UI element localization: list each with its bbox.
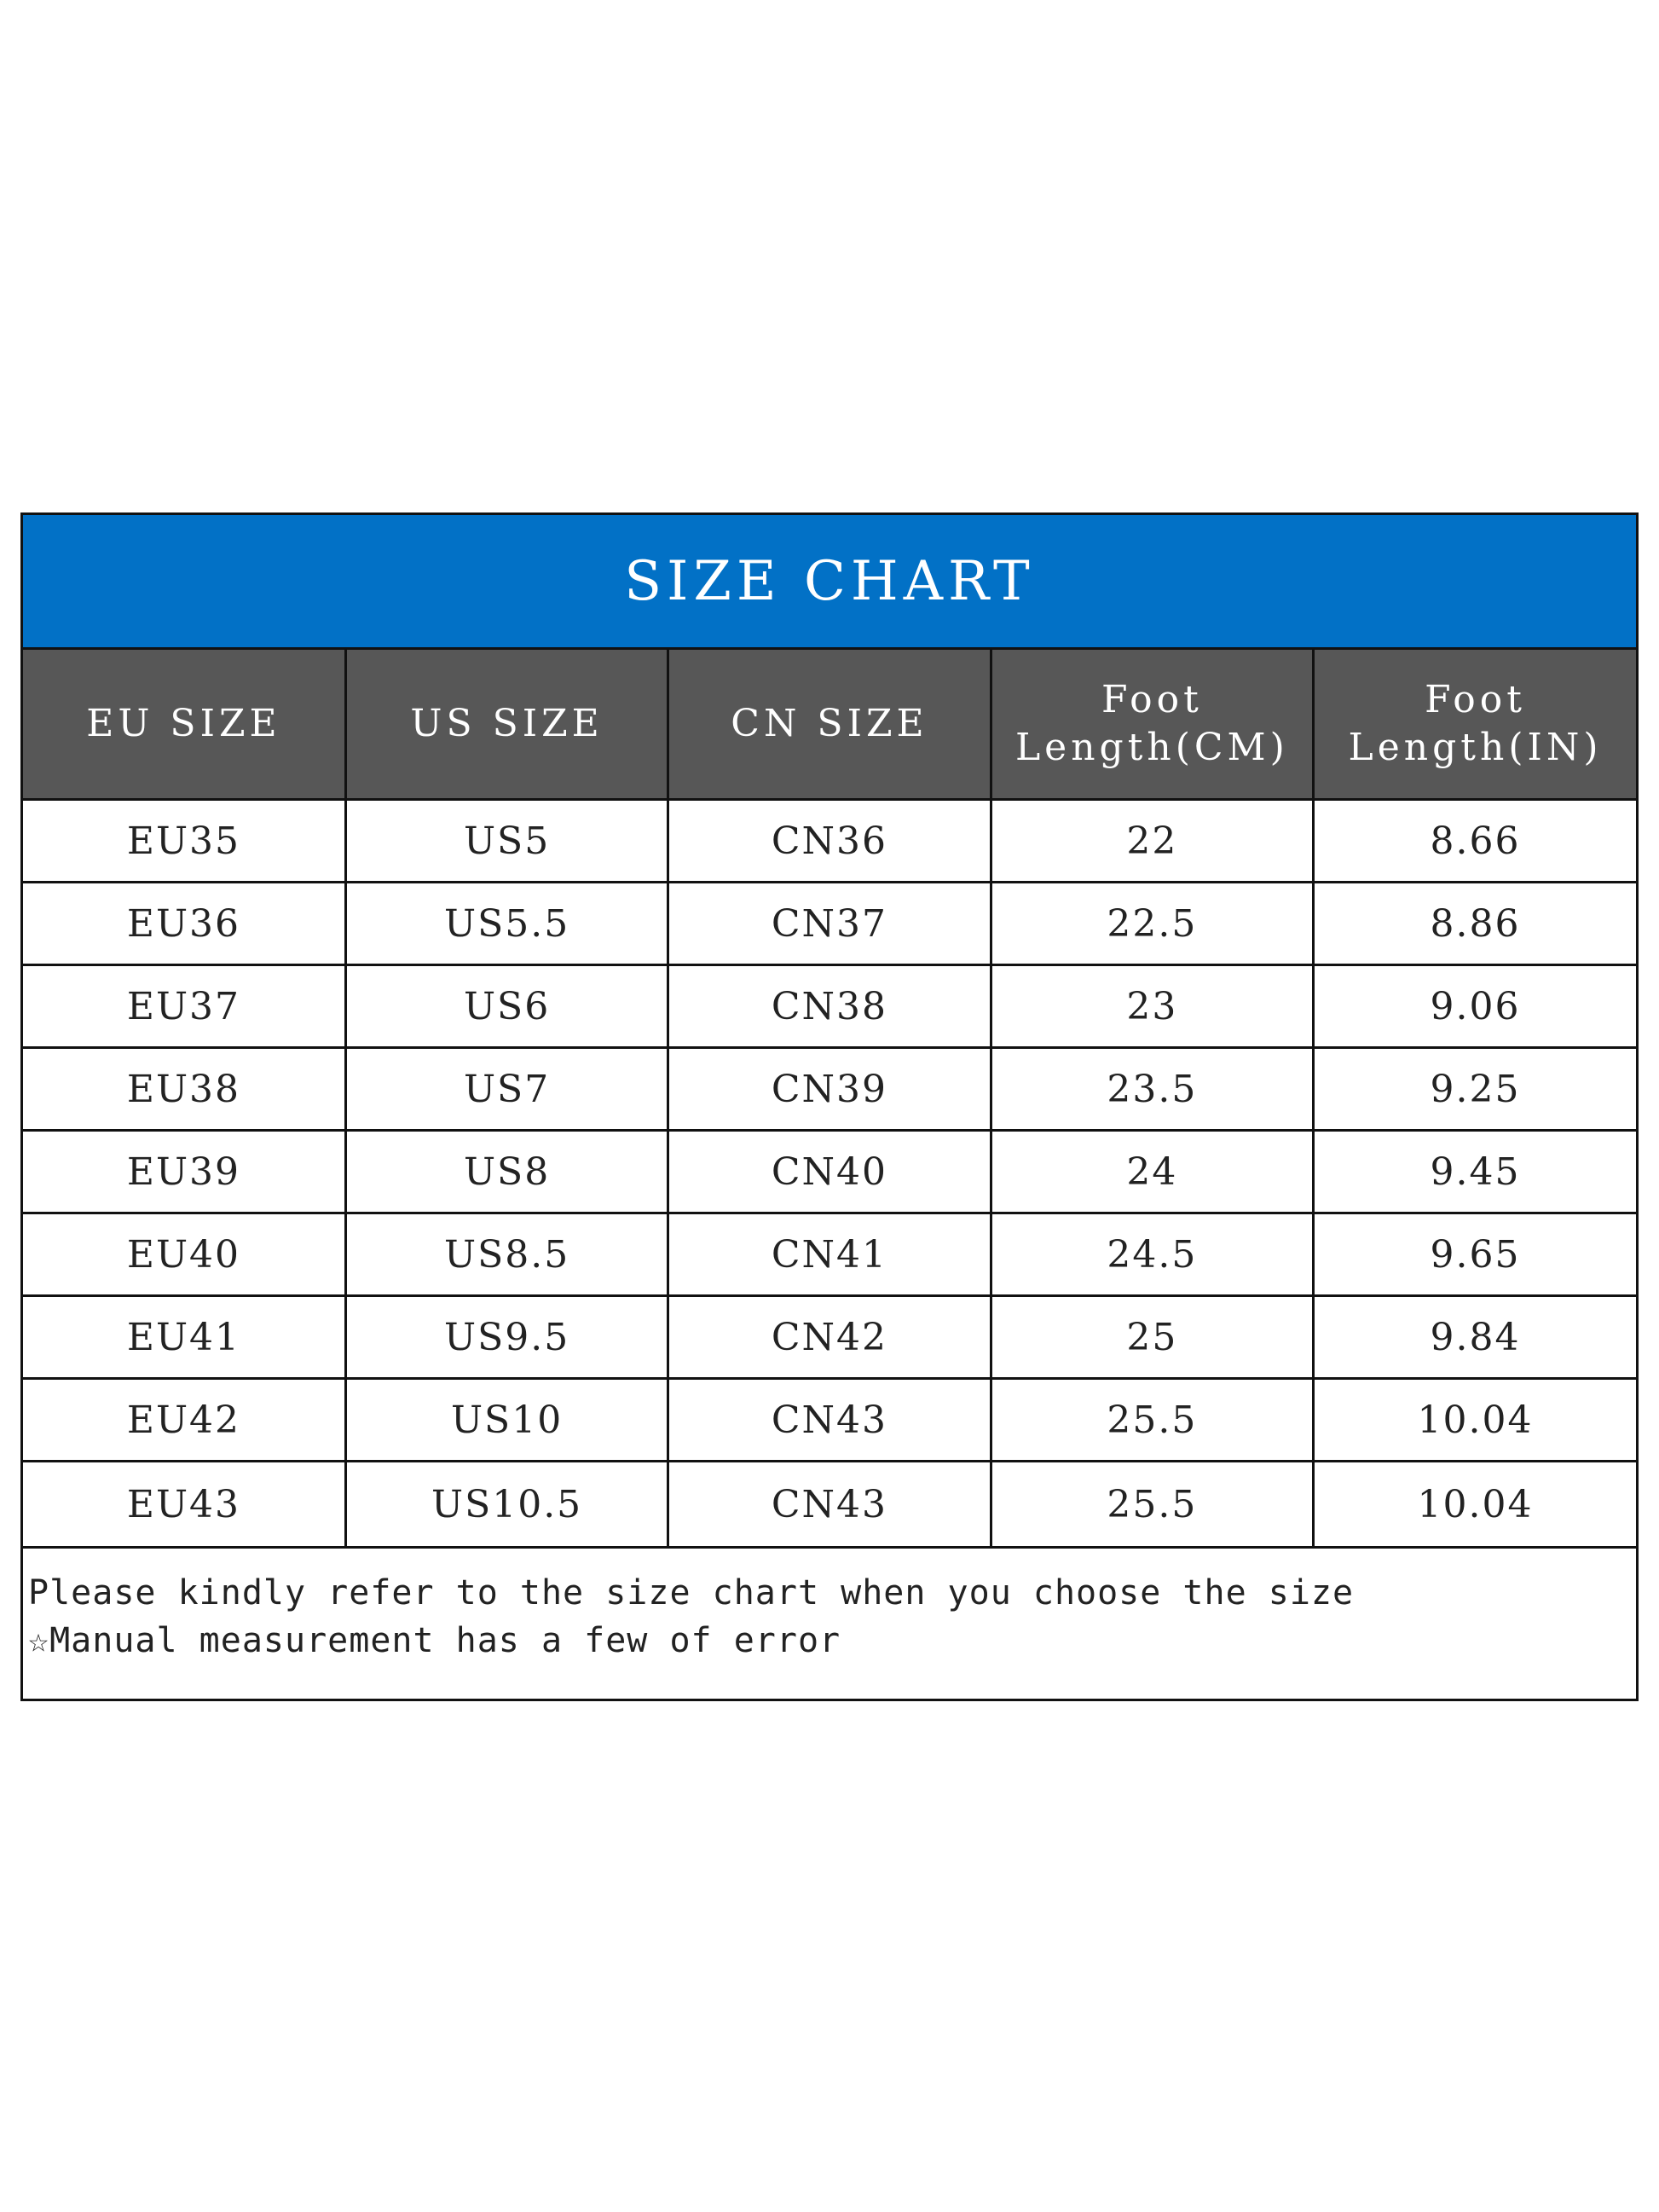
cell-cn-size: CN38 — [668, 965, 991, 1048]
cell-cn-size: CN43 — [668, 1462, 991, 1548]
cell-eu-size: EU37 — [23, 965, 345, 1048]
cell-us-size: US9.5 — [345, 1296, 668, 1379]
chart-title: SIZE CHART — [624, 549, 1035, 613]
cell-foot-length-cm: 23.5 — [991, 1048, 1313, 1131]
header-us-size: US SIZE — [345, 650, 668, 800]
header-foot-length-in: Foot Length(IN) — [1314, 650, 1636, 800]
cell-cn-size: CN42 — [668, 1296, 991, 1379]
cell-cn-size: CN37 — [668, 883, 991, 965]
cell-foot-length-cm: 24.5 — [991, 1213, 1313, 1296]
cell-eu-size: EU36 — [23, 883, 345, 965]
header-foot-length-cm: Foot Length(CM) — [991, 650, 1313, 800]
cell-us-size: US10.5 — [345, 1462, 668, 1548]
cell-us-size: US6 — [345, 965, 668, 1048]
cell-cn-size: CN40 — [668, 1131, 991, 1213]
header-cn-size: CN SIZE — [668, 650, 991, 800]
cell-foot-length-cm: 22.5 — [991, 883, 1313, 965]
title-bar — [23, 515, 1636, 650]
cell-foot-length-cm: 24 — [991, 1131, 1313, 1213]
cell-foot-length-cm: 22 — [991, 800, 1313, 883]
cell-us-size: US7 — [345, 1048, 668, 1131]
size-table — [23, 650, 1636, 1549]
cell-eu-size: EU41 — [23, 1296, 345, 1379]
table-row — [23, 1296, 1636, 1379]
cell-foot-length-cm: 25.5 — [991, 1462, 1313, 1548]
table-row — [23, 1131, 1636, 1213]
cell-foot-length-cm: 25 — [991, 1296, 1313, 1379]
cell-us-size: US8 — [345, 1131, 668, 1213]
cell-eu-size: EU40 — [23, 1213, 345, 1296]
notes — [28, 1569, 1631, 1665]
table-row — [23, 1462, 1636, 1548]
cell-us-size: US10 — [345, 1379, 668, 1462]
cell-us-size: US5.5 — [345, 883, 668, 965]
cell-foot-length-in: 9.65 — [1314, 1213, 1636, 1296]
cell-foot-length-in: 10.04 — [1314, 1379, 1636, 1462]
table-row — [23, 1379, 1636, 1462]
cell-cn-size: CN43 — [668, 1379, 991, 1462]
header-row — [23, 650, 1636, 800]
cell-us-size: US5 — [345, 800, 668, 883]
table-row — [23, 1213, 1636, 1296]
cell-us-size: US8.5 — [345, 1213, 668, 1296]
cell-foot-length-in: 8.66 — [1314, 800, 1636, 883]
cell-cn-size: CN41 — [668, 1213, 991, 1296]
cell-eu-size: EU38 — [23, 1048, 345, 1131]
table-row — [23, 1048, 1636, 1131]
table-row — [23, 965, 1636, 1048]
cell-foot-length-in: 8.86 — [1314, 883, 1636, 965]
cell-eu-size: EU43 — [23, 1462, 345, 1548]
header-eu-size: EU SIZE — [23, 650, 345, 800]
cell-foot-length-in: 9.84 — [1314, 1296, 1636, 1379]
size-chart — [20, 512, 1639, 1701]
cell-foot-length-in: 10.04 — [1314, 1462, 1636, 1548]
cell-eu-size: EU42 — [23, 1379, 345, 1462]
cell-eu-size: EU39 — [23, 1131, 345, 1213]
cell-cn-size: CN36 — [668, 800, 991, 883]
cell-cn-size: CN39 — [668, 1048, 991, 1131]
note-size-advice: Please kindly refer to the size chart when you choose the size — [28, 1573, 1355, 1613]
table-row — [23, 883, 1636, 965]
cell-foot-length-in: 9.06 — [1314, 965, 1636, 1048]
cell-foot-length-in: 9.25 — [1314, 1048, 1636, 1131]
cell-foot-length-cm: 23 — [991, 965, 1313, 1048]
cell-foot-length-cm: 25.5 — [991, 1379, 1313, 1462]
cell-foot-length-in: 9.45 — [1314, 1131, 1636, 1213]
table-row — [23, 800, 1636, 883]
note-measurement-error: ☆Manual measurement has a few of error — [28, 1621, 841, 1660]
cell-eu-size: EU35 — [23, 800, 345, 883]
